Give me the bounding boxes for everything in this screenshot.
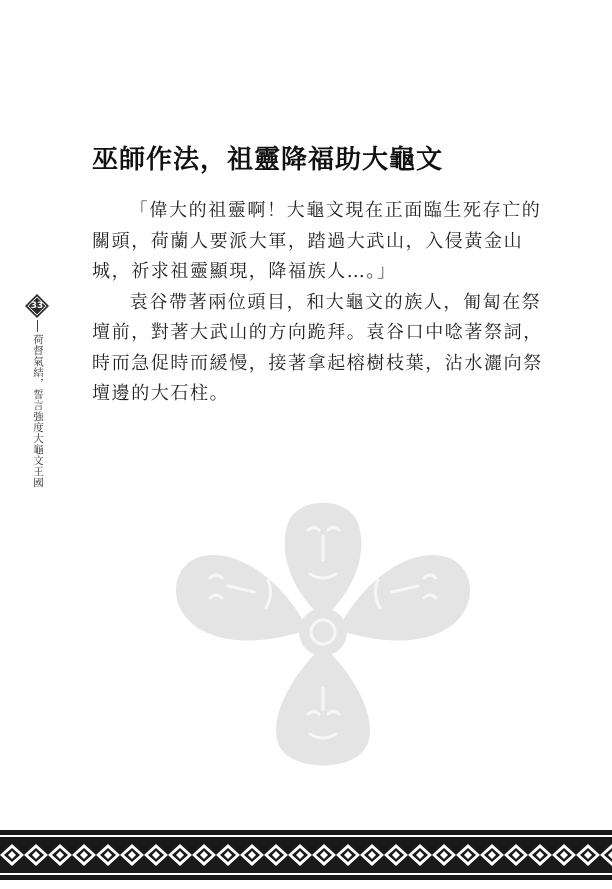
page-number: 33	[30, 301, 44, 311]
four-faces-watermark-icon	[158, 478, 488, 778]
section-heading: 巫師作法，祖靈降福助大龜文	[92, 145, 444, 176]
page-number-badge	[25, 294, 49, 318]
side-divider	[37, 320, 38, 332]
paragraph-prayer: 「偉大的祖靈啊！大龜文現在正面臨生死存亡的關頭，荷蘭人要派大軍，踏過大武山，入侵黃金山城，祈求祖靈顯現，降福族人…。」	[92, 200, 542, 282]
paragraph-ritual: 袁谷帶著兩位頭目，和大龜文的族人，匍匐在祭壇前，對著大武山的方向跪拜。袁谷口中唸著祭詞，時而急促時而緩慢，接著拿起榕樹枝葉，沾水灑向祭壇邊的大石柱。	[92, 291, 543, 404]
side-tab	[22, 294, 52, 488]
chapter-title: 荷督氣結，誓言強度大龜文王國	[32, 334, 44, 488]
body-text	[92, 196, 544, 410]
diamond-pattern-band-icon	[0, 830, 612, 880]
